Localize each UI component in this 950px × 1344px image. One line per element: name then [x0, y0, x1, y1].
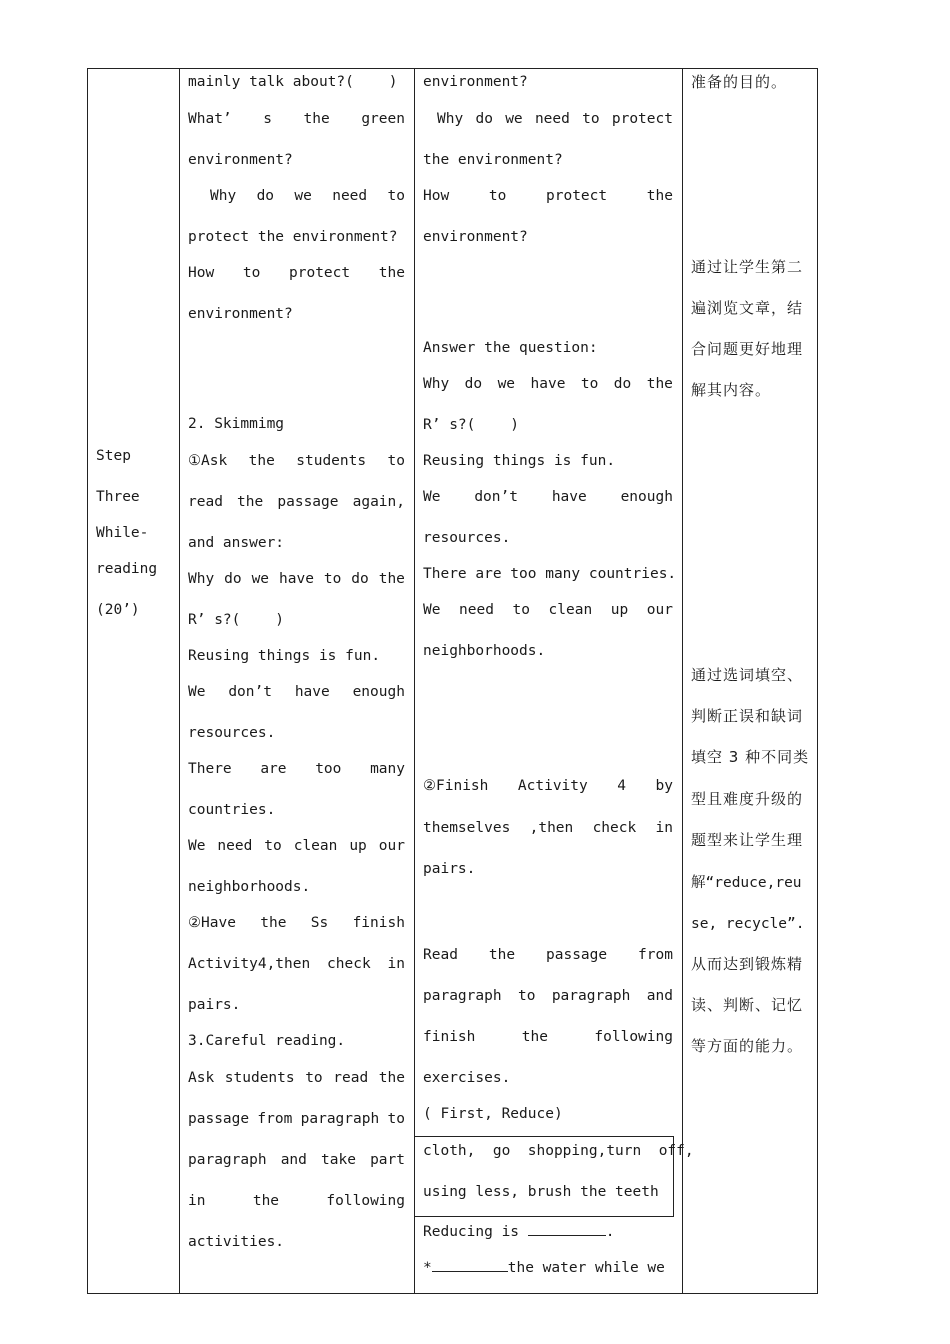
purpose-text: 读、判断、记忆: [691, 996, 804, 1014]
fill-blank-reducing: Reducing is .: [423, 1221, 615, 1241]
question-env-tail: environment?: [423, 74, 528, 90]
step-phase-1: While-: [96, 525, 149, 541]
purpose-text: 型且难度升级的: [691, 790, 804, 808]
question-why: Why do we need to protect: [437, 111, 673, 127]
careful-reading-title: 3.Careful reading.: [188, 1033, 346, 1049]
step-phase-2: reading: [96, 561, 158, 577]
question-how: How to protect the: [423, 188, 673, 204]
column-divider: [179, 68, 180, 1294]
option-b-cont: resources.: [423, 530, 511, 546]
answer-blank: [432, 1257, 508, 1272]
question-how-cont: environment?: [423, 229, 528, 245]
careful-reading-instruction: Ask students to read the: [188, 1070, 405, 1086]
careful-reading-instruction: paragraph and take part: [188, 1152, 405, 1168]
purpose-text: 合问题更好地理: [691, 340, 804, 358]
activity4-instruction: pairs.: [423, 861, 476, 877]
skimming-instruction: and answer:: [188, 535, 285, 551]
option-d: We need to clean up our: [188, 838, 405, 854]
option-d-cont: neighborhoods.: [188, 879, 311, 895]
question-why-cont: the environment?: [423, 152, 563, 168]
skimming-instruction: read the passage again,: [188, 494, 405, 510]
careful-reading-instruction: passage from paragraph to: [188, 1111, 405, 1127]
skimming-instruction: ①Ask the students to: [188, 453, 405, 469]
purpose-text: 遍浏览文章，结: [691, 299, 804, 317]
fill-blank-water: * the water while we: [423, 1257, 665, 1277]
activity4-instruction: ②Finish Activity 4 by: [423, 778, 673, 794]
purpose-text: 题型来让学生理: [691, 831, 804, 849]
question-green: What’ s the green: [188, 111, 405, 127]
skimming-title: 2. Skimmimg: [188, 416, 285, 432]
reading-instruction: exercises.: [423, 1070, 511, 1086]
reading-instruction: paragraph to paragraph and: [423, 988, 673, 1004]
step-number: Three: [96, 489, 140, 505]
question-main-tail: mainly talk about?( ): [188, 74, 398, 90]
word-bank-line: cloth, go shopping,turn off,: [423, 1143, 694, 1159]
step-label: Step: [96, 448, 131, 464]
question-how: How to protect the: [188, 265, 405, 281]
purpose-text: 解“reduce,reu: [691, 875, 802, 891]
reading-instruction: Read the passage from: [423, 947, 673, 963]
option-a: Reusing things is fun.: [188, 648, 381, 664]
skimming-question-cont: R’ s?( ): [188, 612, 285, 628]
purpose-text: 等方面的能力。: [691, 1037, 804, 1055]
purpose-text: 判断正误和缺词: [691, 707, 804, 725]
question-how-cont: environment?: [188, 306, 293, 322]
answer-title: Answer the question:: [423, 340, 598, 356]
option-a: Reusing things is fun.: [423, 453, 616, 469]
option-b-cont: resources.: [188, 725, 276, 741]
purpose-text: se, recycle”.: [691, 916, 805, 932]
answer-blank: [528, 1221, 606, 1236]
answer-question: Why do we have to do the: [423, 376, 673, 392]
option-c: There are too many: [188, 761, 405, 777]
purpose-text: 通过让学生第二: [691, 258, 804, 276]
reading-instruction: finish the following: [423, 1029, 673, 1045]
activity4-instruction: themselves ,then check in: [423, 820, 673, 836]
option-b: We don’t have enough: [423, 489, 673, 505]
purpose-text: 解其内容。: [691, 381, 772, 399]
answer-question-cont: R’ s?( ): [423, 417, 520, 433]
word-bank-line: using less, brush the teeth: [423, 1184, 659, 1200]
purpose-text: 通过选词填空、: [691, 666, 804, 684]
purpose-text: 准备的目的。: [691, 73, 788, 91]
option-c: There are too many countries.: [423, 566, 677, 582]
activity4-instruction: pairs.: [188, 997, 241, 1013]
option-b: We don’t have enough: [188, 684, 405, 700]
option-d: We need to clean up our: [423, 602, 673, 618]
option-c-cont: countries.: [188, 802, 276, 818]
purpose-text: 从而达到锻炼精: [691, 955, 804, 973]
question-why-cont: protect the environment?: [188, 229, 398, 245]
careful-reading-instruction: in the following: [188, 1193, 405, 1209]
activity4-instruction: ②Have the Ss finish: [188, 915, 405, 931]
skimming-question: Why do we have to do the: [188, 571, 405, 587]
purpose-text: 填空 3 种不同类: [691, 748, 810, 766]
section-label: ( First, Reduce): [423, 1106, 563, 1122]
option-d-cont: neighborhoods.: [423, 643, 546, 659]
column-divider: [682, 68, 683, 1294]
question-green-cont: environment?: [188, 152, 293, 168]
activity4-instruction: Activity4,then check in: [188, 956, 405, 972]
step-time: (20’): [96, 602, 140, 618]
column-divider: [414, 68, 415, 1294]
question-why: Why do we need to: [210, 188, 405, 204]
careful-reading-instruction: activities.: [188, 1234, 285, 1250]
